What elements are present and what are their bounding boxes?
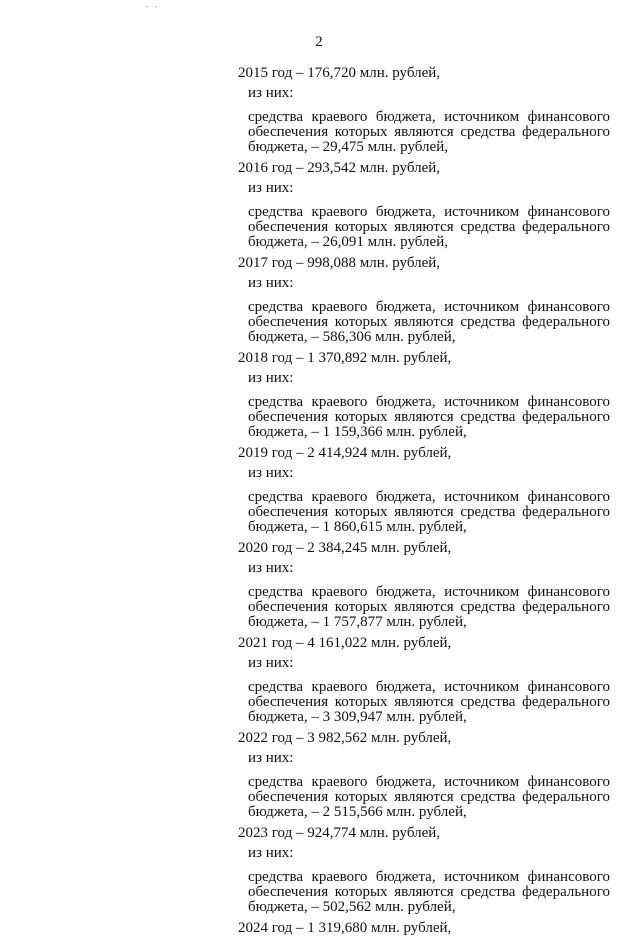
budget-entry — [234, 826, 614, 915]
of-which-label: из них: — [248, 85, 294, 101]
of-which-label: из них: — [248, 750, 294, 766]
year-total: 2019 год – 2 414,924 млн. рублей, — [238, 445, 452, 461]
year-total: 2015 год – 176,720 млн. рублей, — [238, 65, 441, 81]
year-total: 2018 год – 1 370,892 млн. рублей, — [238, 350, 452, 366]
budget-entry — [234, 351, 614, 440]
federal-funds-detail: средства краевого бюджета, источником финансового обеспечения которых являются средства федерального бюджета, – 1 860,615 млн. рублей, — [248, 489, 610, 535]
of-which-label: из них: — [248, 180, 294, 196]
budget-entry — [234, 541, 614, 630]
federal-funds-detail: средства краевого бюджета, источником финансового обеспечения которых являются средства федерального бюджета, – 29,475 млн. рублей, — [248, 109, 610, 155]
scan-mark: - - — [146, 2, 160, 11]
year-total: 2022 год – 3 982,562 млн. рублей, — [238, 730, 452, 746]
budget-entry — [234, 66, 614, 155]
budget-entry — [234, 161, 614, 250]
budget-entry — [234, 731, 614, 820]
federal-funds-detail: средства краевого бюджета, источником финансового обеспечения которых являются средства федерального бюджета, – 1 159,366 млн. рублей, — [248, 394, 610, 440]
of-which-label: из них: — [248, 370, 294, 386]
budget-entry — [234, 921, 614, 936]
year-total: 2021 год – 4 161,022 млн. рублей, — [238, 635, 452, 651]
federal-funds-detail: средства краевого бюджета, источником финансового обеспечения которых являются средства федерального бюджета, – 2 515,566 млн. рублей, — [248, 774, 610, 820]
of-which-label: из них: — [248, 655, 294, 671]
year-total: 2020 год – 2 384,245 млн. рублей, — [238, 540, 452, 556]
budget-entry — [234, 446, 614, 535]
year-total: 2017 год – 998,088 млн. рублей, — [238, 255, 441, 271]
year-total: 2016 год – 293,542 млн. рублей, — [238, 160, 441, 176]
year-total: 2024 год – 1 319,680 млн. рублей, — [238, 920, 452, 936]
federal-funds-detail: средства краевого бюджета, источником финансового обеспечения которых являются средства федерального бюджета, – 502,562 млн. рублей, — [248, 869, 610, 915]
year-total: 2023 год – 924,774 млн. рублей, — [238, 825, 441, 841]
budget-entry — [234, 636, 614, 725]
of-which-label: из них: — [248, 275, 294, 291]
document-body — [234, 66, 614, 941]
of-which-label: из них: — [248, 560, 294, 576]
federal-funds-detail: средства краевого бюджета, источником финансового обеспечения которых являются средства федерального бюджета, – 1 757,877 млн. рублей, — [248, 584, 610, 630]
federal-funds-detail: средства краевого бюджета, источником финансового обеспечения которых являются средства федерального бюджета, – 586,306 млн. рублей, — [248, 299, 610, 345]
of-which-label: из них: — [248, 845, 294, 861]
of-which-label: из них: — [248, 465, 294, 481]
page-number: 2 — [315, 34, 323, 50]
budget-entry — [234, 256, 614, 345]
federal-funds-detail: средства краевого бюджета, источником финансового обеспечения которых являются средства федерального бюджета, – 26,091 млн. рублей, — [248, 204, 610, 250]
federal-funds-detail: средства краевого бюджета, источником финансового обеспечения которых являются средства федерального бюджета, – 3 309,947 млн. рублей, — [248, 679, 610, 725]
